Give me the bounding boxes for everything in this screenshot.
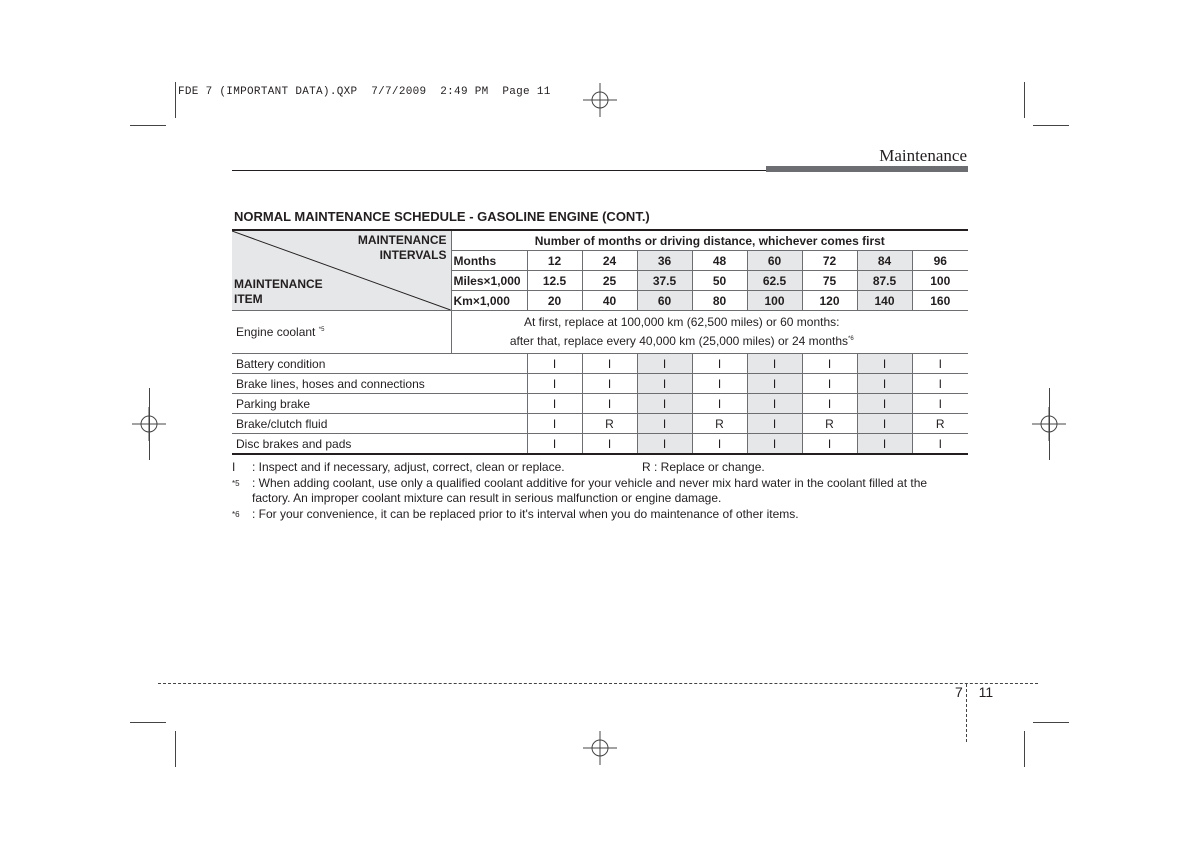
interval-value: 36 [637,251,692,271]
interval-value: 62.5 [747,271,802,291]
footnotes [232,460,968,522]
schedule-cell: I [692,394,747,414]
interval-value: 96 [912,251,968,271]
coolant-note-line [452,331,913,350]
crop-mark [1024,82,1025,118]
section-title: Maintenance [879,146,967,165]
interval-value: 100 [912,271,968,291]
item-name: Brake/clutch fluid [232,414,527,434]
schedule-cell: I [582,434,637,455]
item-name: Disc brakes and pads [232,434,527,455]
crop-mark [175,731,176,767]
crop-mark [130,125,166,126]
item-name [232,311,451,354]
coolant-row [232,311,968,354]
schedule-cell: I [637,434,692,455]
schedule-cell: I [802,394,857,414]
table-title: NORMAL MAINTENANCE SCHEDULE - GASOLINE ENGINE (CONT.) [234,209,650,224]
note-text: : For your convenience, it can be replaced prior to it's interval when you do maintenance of other items. [252,507,799,521]
schedule-cell: I [857,434,912,455]
print-slug: FDE 7 (IMPORTANT DATA).QXP 7/7/2009 2:49 PM Page 11 [178,86,551,98]
maintenance-schedule-table [232,229,968,455]
interval-value: 160 [912,291,968,311]
interval-value: 60 [637,291,692,311]
note-key [232,507,252,522]
footnote-ref: *6 [848,336,854,342]
crop-mark [1033,722,1069,723]
note-6 [232,507,968,522]
schedule-cell: I [857,394,912,414]
schedule-cell: I [692,374,747,394]
interval-value: 50 [692,271,747,291]
crop-mark [175,82,176,118]
schedule-cell: I [637,414,692,434]
interval-value: 80 [692,291,747,311]
note-text: : Inspect and if necessary, adjust, correct, clean or replace. [252,460,565,474]
item-name: Battery condition [232,354,527,374]
schedule-cell: I [582,354,637,374]
item-name: Brake lines, hoses and connections [232,374,527,394]
footer-rule [158,683,1038,684]
chapter-number: 7 [955,684,963,700]
interval-value: 87.5 [857,271,912,291]
footnote-ref: *5 [318,327,325,333]
interval-value: 140 [857,291,912,311]
schedule-cell: I [692,434,747,455]
note-text: : When adding coolant, use only a qualified coolant additive for your vehicle and never mix hard water in the coolant filled at the factory. An improper coolant mixture can result in serious malfunction or engine damage. [252,476,928,505]
schedule-cell: R [582,414,637,434]
header-bar [766,166,968,172]
table-row [232,354,968,374]
schedule-cell: I [747,394,802,414]
schedule-cell: I [527,434,582,455]
schedule-cell: I [527,354,582,374]
registration-mark-icon [583,731,617,765]
note-key: I [232,460,236,474]
coolant-note [451,311,912,354]
schedule-cell: I [747,354,802,374]
schedule-cell: I [802,434,857,455]
interval-value: 100 [747,291,802,311]
schedule-cell: I [912,394,968,414]
note-replace: R : Replace or change. [642,460,765,474]
schedule-cell: I [857,354,912,374]
schedule-cell: I [692,354,747,374]
page-number-value: 11 [978,684,994,700]
interval-value: 40 [582,291,637,311]
schedule-cell: R [802,414,857,434]
table-row [232,434,968,455]
schedule-cell: I [527,414,582,434]
schedule-cell: I [912,354,968,374]
intervals-label-line: MAINTENANCE [357,233,447,247]
interval-value: 12 [527,251,582,271]
schedule-cell: I [747,374,802,394]
schedule-cell: I [912,374,968,394]
schedule-cell: R [692,414,747,434]
schedule-cell: I [802,354,857,374]
intervals-label-line: INTERVALS [379,248,447,262]
note-5 [232,476,968,506]
crop-mark [1049,388,1050,460]
crop-mark [1024,731,1025,767]
schedule-cell: I [637,374,692,394]
schedule-cell: I [637,394,692,414]
schedule-cell: I [747,434,802,455]
interval-value: 37.5 [637,271,692,291]
schedule-cell: I [527,374,582,394]
intervals-label [358,233,447,263]
page-number-divider [966,684,967,742]
item-label-line: MAINTENANCE [234,277,323,291]
schedule-cell: I [857,414,912,434]
schedule-cell: I [582,394,637,414]
schedule-cell: R [912,414,968,434]
interval-value: 48 [692,251,747,271]
item-label-line: ITEM [234,292,263,306]
coolant-note-text: after that, replace every 40,000 km (25,000 miles) or 24 months [509,334,848,348]
schedule-cell: I [802,374,857,394]
interval-value: 60 [747,251,802,271]
crop-mark [149,388,150,460]
interval-label: Miles×1,000 [451,271,527,291]
interval-label: Km×1,000 [451,291,527,311]
schedule-cell: I [637,354,692,374]
interval-value: 25 [582,271,637,291]
interval-value: 72 [802,251,857,271]
interval-label: Months [451,251,527,271]
note-inspect [232,460,968,475]
item-name: Parking brake [232,394,527,414]
coolant-note-line: At first, replace at 100,000 km (62,500 miles) or 60 months: [524,315,840,329]
registration-mark-icon [583,83,617,117]
table-row [232,414,968,434]
schedule-cell: I [857,374,912,394]
span-header: Number of months or driving distance, whichever comes first [451,230,968,251]
item-label [234,277,323,307]
interval-value: 75 [802,271,857,291]
interval-value: 12.5 [527,271,582,291]
interval-value: 24 [582,251,637,271]
crop-mark [130,722,166,723]
page-number [955,684,993,700]
note-key [232,476,252,506]
interval-value: 120 [802,291,857,311]
table-row [232,374,968,394]
note-key-text: *5 [232,479,240,488]
table-row [232,394,968,414]
schedule-cell: I [527,394,582,414]
item-name-text: Engine coolant [236,325,316,339]
note-key-text: *6 [232,510,240,519]
interval-value: 84 [857,251,912,271]
corner-header [232,230,451,311]
interval-value: 20 [527,291,582,311]
crop-mark [1033,125,1069,126]
schedule-cell: I [582,374,637,394]
schedule-cell: I [912,434,968,455]
schedule-cell: I [747,414,802,434]
